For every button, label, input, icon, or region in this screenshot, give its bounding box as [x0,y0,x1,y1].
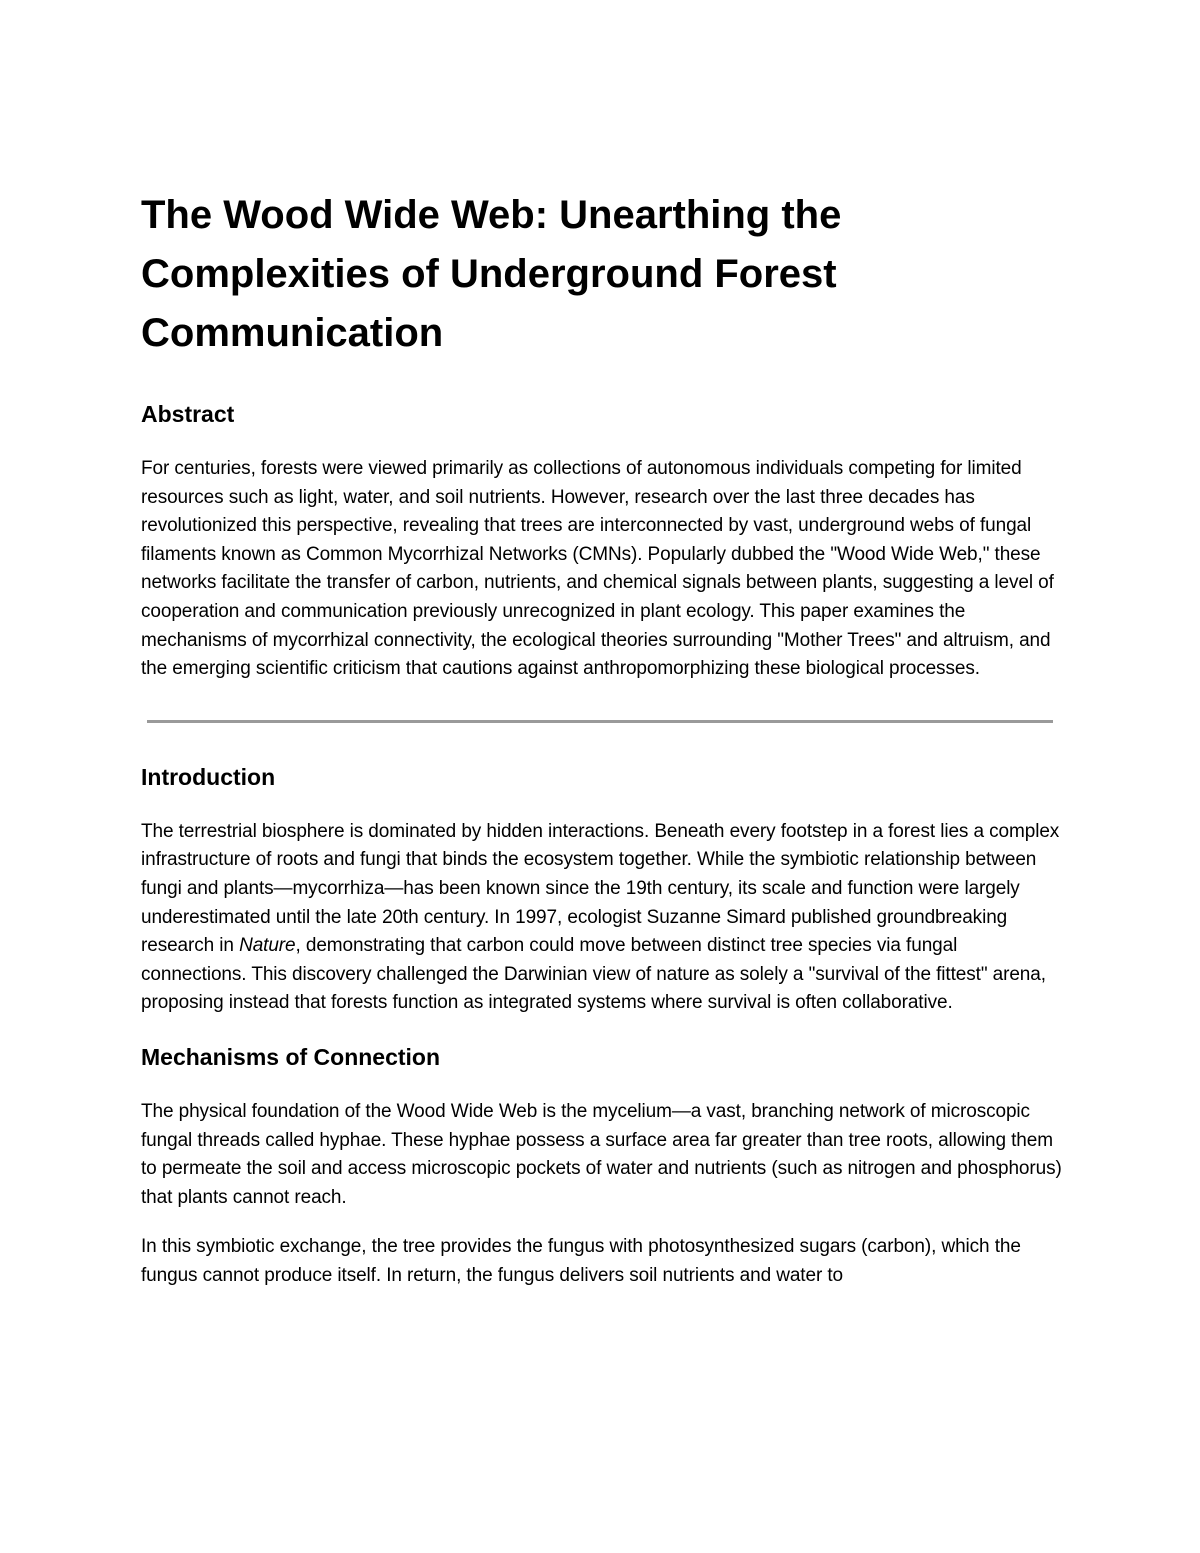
mechanisms-paragraph-1: The physical foundation of the Wood Wide Web is the mycelium—a vast, branching network of microscopic fungal threads called hyphae. These hyphae possess a surface area far greater than tree roots, allowing them to permeate the soil and access microscopic pockets of water and nutrients (such as nitrogen and phosphorus) that plants cannot reach. [141,1100,1062,1208]
document-title: The Wood Wide Web: Unearthing the Complexities of Underground Forest Communication [141,193,842,355]
journal-name-italic: Nature [239,935,296,957]
introduction-body-part-2: , demonstrating that carbon could move between distinct tree species via fungal connections. This discovery challenged the Darwinian view of nature as solely a "survival of the fittest" arena, proposing instead that forests function as integrated systems where survival is often collaborative. [141,935,1046,1014]
abstract-heading: Abstract [141,401,235,427]
introduction-heading: Introduction [141,763,276,790]
abstract-body: For centuries, forests were viewed primarily as collections of autonomous individuals competing for limited resources such as light, water, and soil nutrients. However, research over the last three decades has revolutionized this perspective, revealing that trees are interconnected by vast, underground webs of fungal filaments known as Common Mycorrhizal Networks (CMNs). Popularly dubbed the "Wood Wide Web," these networks facilitate the transfer of carbon, nutrients, and chemical signals between plants, suggesting a level of cooperation and communication previously unrecognized in plant ecology. This paper examines the mechanisms of mycorrhizal connectivity, the ecological theories surrounding "Mother Trees" and altruism, and the emerging scientific criticism that cautions against anthropomorphizing these biological processes. [141,458,1054,680]
section-divider [147,720,1053,723]
document-page [141,186,1063,1290]
introduction-body [141,818,1063,1018]
mechanisms-heading: Mechanisms of Connection [141,1043,441,1070]
mechanisms-paragraph-2: In this symbiotic exchange, the tree provides the fungus with photosynthesized sugars (carbon), which the fungus cannot produce itself. In return, the fungus delivers soil nutrients and water to [141,1236,1021,1286]
introduction-body-part-1: The terrestrial biosphere is dominated by hidden interactions. Beneath every footstep in a forest lies a complex infrastructure of roots and fungi that binds the ecosystem together. While the symbiotic relationship between fungi and plants—mycorrhiza—has been known since the 19th century, its scale and function were largely underestimated until the late 20th century. In 1997, ecologist Suzanne Simard published groundbreaking research in [141,820,1060,957]
